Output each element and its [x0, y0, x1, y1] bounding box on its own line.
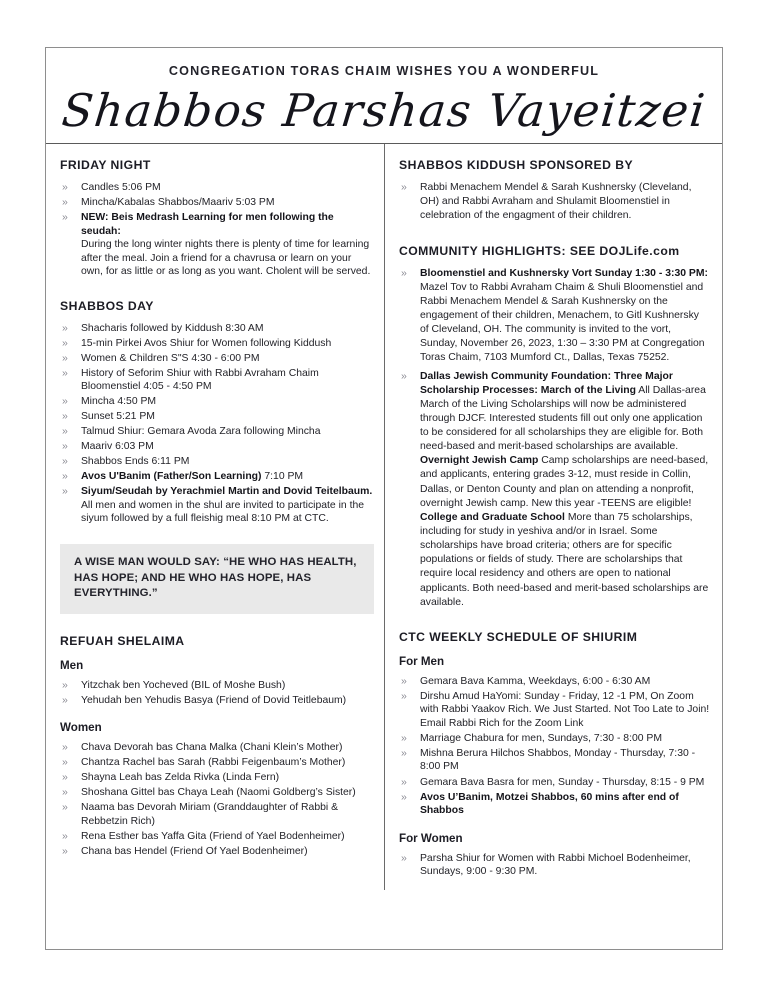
page-title: Shabbos Parshas Vayeitzei [59, 84, 709, 137]
djcf-bold-2: Overnight Jewish Camp [420, 455, 539, 467]
list-item [60, 756, 374, 770]
highlights-list [399, 267, 710, 610]
list-item-djcf [399, 370, 710, 610]
list-item-text: Mincha 4:50 PM [81, 396, 157, 408]
list-item [399, 732, 710, 746]
list-item-text: Chantza Rachel bas Sarah (Rabbi Feigenbaum’s Mother) [81, 757, 346, 769]
djcf-text-1: All Dallas-area March of the Living Scholarships will now be administered through DJCF. Interested students fill out only one application to be considered for all scholarships they are eligible for. Both need-based and merit-based scholarships are available. [420, 384, 706, 453]
refuah-men-list [60, 679, 374, 708]
list-item-text: Parsha Shiur for Women with Rabbi Michoel Bodenheimer, Sundays, 9:00 - 9:30 PM. [420, 852, 691, 878]
djcf-text-2: Camp scholarships are need-based, and applicants, entering grades 3-12, must reside in Collin, Dallas, or Denton County and plan on attending a nonprofit, overnight Jewish camp. New this year -TEENS are eligible! [420, 455, 709, 509]
kiddush-list [399, 181, 710, 223]
list-item-text: Gemara Bava Kamma, Weekdays, 6:00 - 6:30 AM [420, 675, 651, 687]
list-item [399, 791, 710, 818]
list-item [60, 440, 374, 454]
section-kiddush-heading: SHABBOS KIDDUSH SPONSORED BY [399, 158, 634, 173]
list-item-text: Women & Children S"S 4:30 - 6:00 PM [81, 352, 260, 364]
list-item-text: Candles 5:06 PM [81, 182, 161, 194]
shiurim-women-heading: For Women [399, 831, 463, 845]
list-item [60, 455, 374, 469]
list-item-text: Mazel Tov to Rabbi Avraham Chaim & Shuli Bloomenstiel and Rabbi Menachem Mendel & Sarah Kushnersky on the engagement of their children, Menachem, to Gitl Kushnersky of Cleveland, OH. The community is invited to the vort, Sunday, November 26, 2023, 1:30 – 3:30 PM at Congregation Toras Chaim, 7103 Mumford Ct., Dallas, Texas 75252. [420, 281, 705, 364]
list-item [60, 830, 374, 844]
list-item-text: Dirshu Amud HaYomi: Sunday - Friday, 12 -1 PM, On Zoom with Rabbi Yaakov Rich. We Just Started. Not Too Late to Join! Email Rabbi Rich for the Zoom Link [420, 690, 710, 729]
list-item-bold: Bloomenstiel and Kushnersky Vort Sunday 1:30 - 3:30 PM: [420, 267, 708, 279]
list-item [60, 410, 374, 424]
list-item-text: All men and women in the shul are invited to participate in the siyum followed by a full fleishig meal 8:10 PM at CTC. [81, 499, 365, 525]
djcf-bold-3: College and Graduate School [420, 511, 565, 523]
right-column [384, 144, 722, 890]
list-item-text: Shabbos Ends 6:11 PM [81, 456, 190, 468]
list-item-text: During the long winter nights there is plenty of time for learning after the meal. Join a friend for a chavrusa or learn on your own, for as little or as long as you want. Cholent will be served. [81, 239, 371, 278]
list-item [399, 776, 710, 790]
list-item [60, 196, 374, 210]
list-item-bold: Avos U'Banim (Father/Son Learning) [81, 471, 262, 483]
list-item-text: 7:10 PM [264, 471, 304, 483]
list-item-text: Yehudah ben Yehudis Basya (Friend of Dovid Teitlebaum) [81, 694, 347, 706]
list-item-text: Rena Esther bas Yaffa Gita (Friend of Yael Bodenheimer) [81, 830, 345, 842]
shiurim-men-list [399, 675, 710, 818]
list-item [60, 470, 374, 484]
list-item [60, 845, 374, 859]
friday-night-list [60, 181, 374, 279]
list-item [60, 425, 374, 439]
list-item-text: Marriage Chabura for men, Sundays, 7:30 - 8:00 PM [420, 732, 662, 744]
shiurim-men-heading: For Men [399, 654, 445, 668]
list-item-text: History of Seforim Shiur with Rabbi Avraham Chaim Bloomenstiel 4:05 - 4:50 PM [81, 367, 319, 393]
list-item [399, 747, 710, 774]
list-item-text: Talmud Shiur: Gemara Avoda Zara following Mincha [81, 426, 321, 438]
list-item [60, 741, 374, 755]
left-column [46, 144, 384, 890]
list-item [60, 367, 374, 394]
list-item [60, 485, 374, 526]
list-item-text: 15-min Pirkei Avos Shiur for Women following Kiddush [81, 337, 332, 349]
refuah-men-heading: Men [60, 658, 84, 672]
list-item [60, 801, 374, 828]
list-item [60, 352, 374, 366]
list-item-text: Mishna Berura Hilchos Shabbos, Monday - Thursday, 7:30 - 8:00 PM [420, 747, 696, 773]
list-item-text: Yitzchak ben Yocheved (BIL of Moshe Bush) [81, 679, 286, 691]
list-item-text: Rabbi Menachem Mendel & Sarah Kushnersky (Cleveland, OH) and Rabbi Avraham and Shulamit Bloomenstiel in celebration of the engagment of their children. [420, 182, 692, 222]
list-item [60, 211, 374, 279]
list-item-bold: Avos U’Banim, Motzei Shabbos, 60 mins after end of Shabbos [420, 791, 679, 817]
list-item-text: Naama bas Devorah Miriam (Granddaughter of Rabbi & Rebbetzin Rich) [81, 802, 339, 827]
section-highlights-heading: COMMUNITY HIGHLIGHTS: SEE DOJLife.com [399, 243, 680, 258]
list-item-text: Gemara Bava Basra for men, Sunday - Thursday, 8:15 - 9 PM [420, 776, 705, 788]
list-item-text: Shayna Leah bas Zelda Rivka (Linda Fern) [81, 772, 280, 784]
list-item [60, 337, 374, 351]
list-item-bold: NEW: Beis Medrash Learning for men following the seudah: [81, 212, 334, 237]
list-item [60, 395, 374, 409]
list-item [60, 786, 374, 800]
list-item [399, 675, 710, 689]
list-item [60, 181, 374, 195]
list-item-text: Shoshana Gittel bas Chaya Leah (Naomi Goldberg’s Sister) [81, 787, 356, 799]
list-item [60, 679, 374, 693]
list-item [60, 694, 374, 708]
shiurim-women-list [399, 852, 710, 879]
djcf-text-3: More than 75 scholarships, including for study in yeshiva and/or in Israel. Some scholarships have broad criteria; others are for specific populations or fields of study. There are scholarships that require local residency and others are open to national applicants. Both need-based and merit-based scholarships are available. [420, 511, 709, 608]
list-item-text: Sunset 5:21 PM [81, 411, 155, 423]
header-kicker: CONGREGATION TORAS CHAIM WISHES YOU A WONDERFUL [168, 64, 600, 78]
quote-box: A WISE MAN WOULD SAY: “HE WHO HAS HEALTH, HAS HOPE; AND HE WHO HAS HOPE, HAS EVERYTHING.” [60, 544, 374, 614]
section-refuah-heading: REFUAH SHELAIMA [60, 633, 185, 648]
content-columns [46, 144, 722, 890]
list-item-vort [399, 267, 710, 366]
section-shabbos-day-heading: SHABBOS DAY [60, 298, 154, 313]
list-item-text: Chana bas Hendel (Friend Of Yael Bodenheimer) [81, 845, 308, 857]
list-item [60, 771, 374, 785]
djcf-bold-1: Dallas Jewish Community Foundation: Three Major Scholarship Processes: March of the Living [420, 370, 673, 396]
shabbos-day-list [60, 322, 374, 526]
list-item-text: Maariv 6:03 PM [81, 441, 154, 453]
flyer-sheet [45, 47, 723, 950]
refuah-women-list [60, 741, 374, 858]
list-item-text: Mincha/Kabalas Shabbos/Maariv 5:03 PM [81, 197, 275, 209]
list-item [60, 322, 374, 336]
refuah-women-heading: Women [60, 721, 102, 735]
list-item [399, 181, 710, 223]
list-item-bold: Siyum/Seudah by Yerachmiel Martin and Dovid Teitelbaum. [81, 486, 373, 498]
flyer-header [46, 48, 722, 144]
section-shiurim-heading: CTC WEEKLY SCHEDULE OF SHIURIM [399, 629, 638, 644]
section-friday-night-heading: FRIDAY NIGHT [60, 158, 151, 173]
list-item [399, 852, 710, 879]
list-item [399, 690, 710, 731]
list-item-text: Shacharis followed by Kiddush 8:30 AM [81, 322, 264, 334]
list-item-text: Chava Devorah bas Chana Malka (Chani Klein’s Mother) [81, 742, 343, 754]
